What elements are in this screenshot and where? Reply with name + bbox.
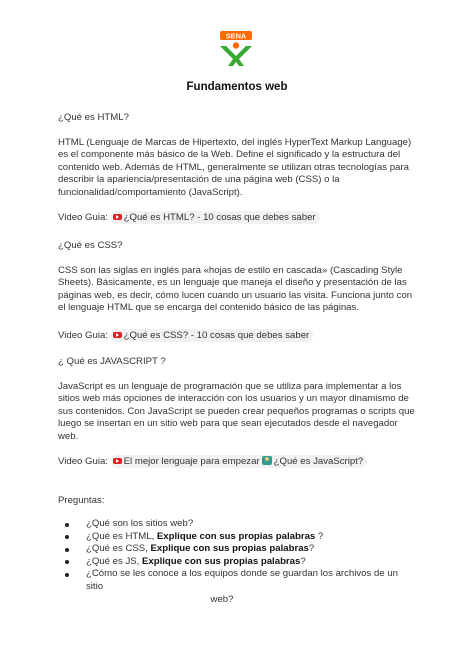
css-question: ¿Qué es CSS? xyxy=(58,240,123,251)
html-paragraph: HTML (Lenguaje de Marcas de Hipertexto, del inglés HyperText Markup Language) es el componente más básico de la Web. Define el significado y la estructura del contenido web. Además de HTML, generalmente se utilizan otras tecnologías para describir la apariencia/presentación de una página web (CSS) o la funcionalidad/comportamiento (JavaScript). xyxy=(58,137,412,198)
page-title: Fundamentos web xyxy=(186,81,288,93)
youtube-icon xyxy=(113,458,122,465)
youtube-icon xyxy=(113,332,122,339)
js-video-label: Video Guia: xyxy=(58,456,108,467)
questions-list xyxy=(58,518,398,606)
html-question: ¿Qué es HTML? xyxy=(58,112,129,123)
js-video-line xyxy=(58,455,367,469)
html-video-title: ¿Qué es HTML? - 10 cosas que debes saber xyxy=(123,212,316,223)
html-video-link[interactable] xyxy=(111,211,320,224)
css-video-label: Video Guia: xyxy=(58,330,108,341)
js-question: ¿ Qué es JAVASCRIPT ? xyxy=(58,356,166,367)
list-item: ¿Qué son los sitios web? xyxy=(58,518,398,531)
css-paragraph: CSS son las siglas en inglés para «hojas de estilo en cascada» (Cascading Style Sheets). Básicamente, es un lenguaje que maneja el diseño y presentación de las páginas web, es decir, cómo lucen cuando un usuario las visita. Funciona junto con el lenguaje HTML que se encarga del contenido básico de las páginas. xyxy=(58,265,413,314)
css-video-line xyxy=(58,329,313,343)
technologist-emoji-icon xyxy=(262,456,272,465)
js-video-title-b: ¿Qué es JavaScript? xyxy=(273,456,364,467)
list-item: ¿Qué es JS, Explique con sus propias palabras? xyxy=(58,556,398,569)
youtube-icon xyxy=(113,214,122,221)
js-video-link[interactable] xyxy=(111,455,368,468)
css-video-link[interactable] xyxy=(111,329,314,342)
list-item: ¿Qué es CSS, Explique con sus propias palabras? xyxy=(58,543,398,556)
sena-logo-icon xyxy=(213,31,259,67)
html-video-line xyxy=(58,211,320,225)
js-paragraph: JavaScript es un lenguaje de programación que se utiliza para implementar a los sitios web más opciones de interacción con los usuarios y un mayor dinamismo de sus contenidos. Con JavaScript se pueden crear pequeños programas o scripts que luego se insertan en un sitio web para que sean ejecutados desde el navegador web. xyxy=(58,381,415,442)
logo-wordmark: SENA xyxy=(225,31,247,41)
js-video-title-a: El mejor lenguaje para empezar xyxy=(123,456,260,467)
css-video-title: ¿Qué es CSS? - 10 cosas que debes saber xyxy=(123,330,310,341)
list-item: ¿Cómo se les conoce a los equipos donde se guardan los archivos de un sitio web? xyxy=(58,568,398,606)
list-item: ¿Qué es HTML, Explique con sus propias palabras ? xyxy=(58,531,398,544)
questions-heading: Preguntas: xyxy=(58,495,105,506)
html-video-label: Video Guia: xyxy=(58,212,108,223)
